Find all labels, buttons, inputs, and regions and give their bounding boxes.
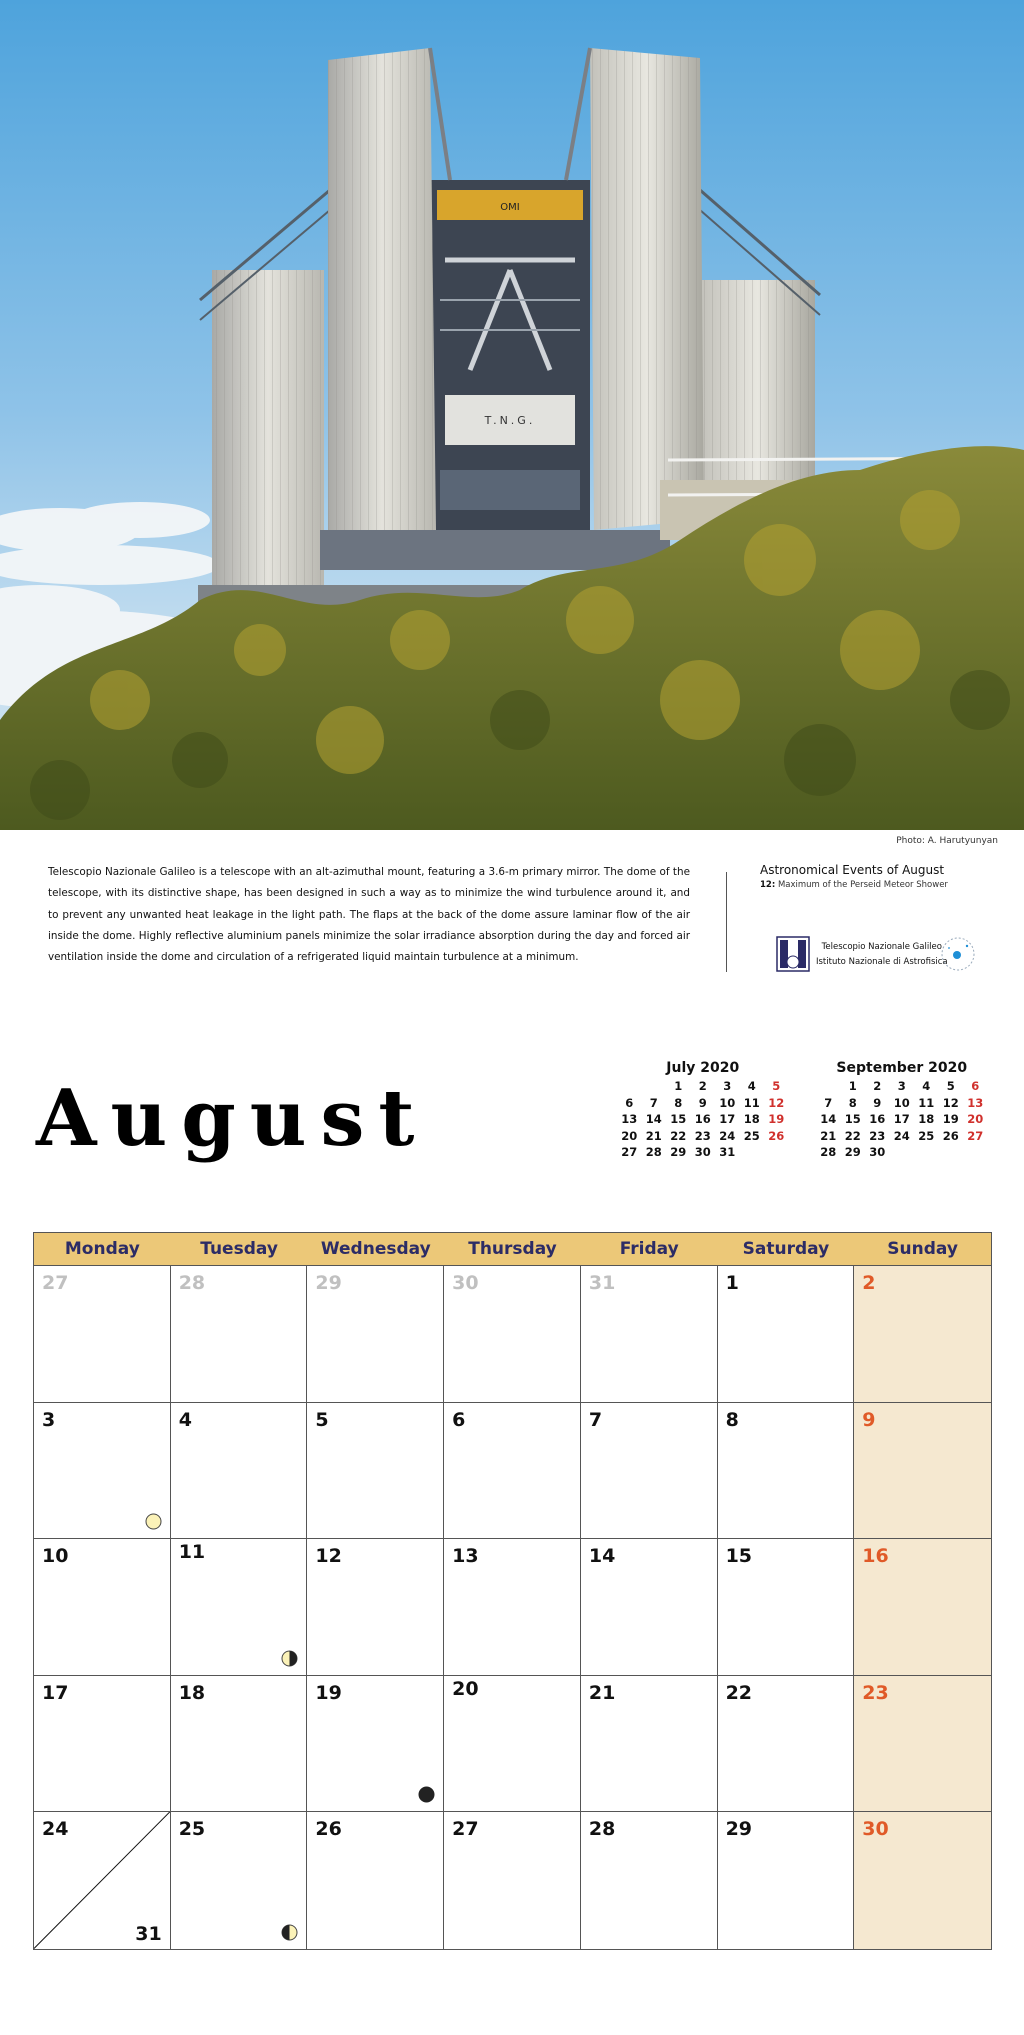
omi-label: OMI xyxy=(500,202,520,213)
mini-calendar-september xyxy=(816,1060,988,1161)
mini-calendar-day: 8 xyxy=(674,1095,683,1110)
new-moon-icon xyxy=(418,1786,435,1803)
day-number: 30 xyxy=(862,1818,889,1840)
calendar-day-cell[interactable] xyxy=(581,1266,718,1403)
day-number: 30 xyxy=(452,1272,479,1294)
day-number: 10 xyxy=(42,1545,69,1567)
mini-calendar-day: 1 xyxy=(848,1079,857,1093)
calendar-grid xyxy=(34,1266,991,1949)
divider xyxy=(726,872,727,972)
mini-calendar-day: 6 xyxy=(625,1095,634,1110)
calendar-day-cell[interactable] xyxy=(307,1403,444,1540)
tng-name: Telescopio Nazionale Galileo xyxy=(821,942,942,952)
day-number: 25 xyxy=(178,1818,206,1840)
day-number: 15 xyxy=(725,1545,753,1567)
calendar-day-cell[interactable] xyxy=(854,1676,991,1813)
calendar-day-cell[interactable] xyxy=(307,1676,444,1813)
day-number: 9 xyxy=(862,1408,876,1431)
astronomical-events xyxy=(760,863,1010,890)
mini-calendar-day xyxy=(939,1144,964,1161)
mini-calendar-day: 6 xyxy=(971,1079,980,1093)
day-number: 27 xyxy=(42,1272,69,1294)
mini-calendar-day: 11 xyxy=(743,1095,760,1110)
mini-calendar-day: 16 xyxy=(694,1112,711,1126)
mini-calendar-july xyxy=(617,1060,789,1161)
calendar-day-cell[interactable] xyxy=(34,1676,171,1813)
mini-calendar-day: 24 xyxy=(893,1128,910,1143)
calendar-day-cell[interactable] xyxy=(444,1539,581,1676)
mini-calendar-day: 23 xyxy=(869,1128,886,1143)
mini-calendar-day: 20 xyxy=(967,1112,984,1126)
weekday-tuesday: Tuesday xyxy=(200,1239,278,1259)
day-number: 16 xyxy=(862,1545,889,1567)
calendar-day-cell[interactable] xyxy=(854,1403,991,1540)
mini-calendar-grid xyxy=(617,1078,789,1161)
day-number: 29 xyxy=(315,1272,342,1294)
mini-calendar-day: 2 xyxy=(698,1079,707,1093)
mini-calendar-day: 22 xyxy=(670,1128,687,1143)
calendar-day-cell[interactable] xyxy=(718,1403,855,1540)
mini-calendar-day: 20 xyxy=(621,1128,638,1143)
day-number: 7 xyxy=(588,1408,603,1431)
mini-calendar-day: 3 xyxy=(723,1079,732,1093)
mini-calendar-day: 11 xyxy=(918,1095,935,1110)
calendar-day-cell[interactable] xyxy=(444,1403,581,1540)
events-title: Astronomical Events of August xyxy=(760,863,945,877)
mini-calendar-day: 1 xyxy=(674,1079,683,1093)
calendar-day-cell[interactable] xyxy=(307,1812,444,1949)
weekday-header xyxy=(34,1233,991,1266)
day-number-secondary: 31 xyxy=(135,1922,162,1945)
mini-calendar-day xyxy=(914,1144,939,1161)
mini-calendar-day: 31 xyxy=(719,1145,736,1159)
calendar-day-cell[interactable] xyxy=(581,1676,718,1813)
mini-calendar-day: 9 xyxy=(698,1095,707,1110)
mini-calendar-day: 24 xyxy=(719,1128,736,1143)
mini-calendar-day: 16 xyxy=(869,1112,886,1126)
day-number: 2 xyxy=(862,1272,876,1294)
day-number: 29 xyxy=(725,1818,753,1840)
mini-calendar-day xyxy=(642,1078,667,1095)
mini-calendar-day xyxy=(617,1078,642,1095)
mini-calendar-day: 27 xyxy=(621,1145,638,1159)
tng-logo-icon xyxy=(776,936,810,972)
mini-calendar-day: 30 xyxy=(869,1145,886,1159)
day-number: 27 xyxy=(452,1818,479,1840)
calendar-day-cell[interactable] xyxy=(444,1812,581,1949)
mini-calendar-day: 7 xyxy=(824,1095,833,1110)
calendar-day-cell[interactable] xyxy=(171,1812,308,1949)
first-quarter-icon xyxy=(281,1924,298,1941)
calendar-day-cell[interactable] xyxy=(171,1676,308,1813)
mini-calendar-day: 5 xyxy=(946,1079,955,1093)
mini-calendar-day: 9 xyxy=(873,1095,882,1110)
day-number: 11 xyxy=(178,1541,206,1563)
day-number: 28 xyxy=(178,1272,206,1294)
calendar-day-cell[interactable] xyxy=(34,1403,171,1540)
mini-calendar-day: 30 xyxy=(694,1145,711,1159)
logo-text xyxy=(816,940,948,970)
mini-calendar-day: 10 xyxy=(719,1095,736,1110)
calendar-day-cell[interactable] xyxy=(854,1266,991,1403)
mini-calendar-day: 8 xyxy=(848,1095,857,1110)
mini-calendar-day: 2 xyxy=(873,1079,882,1093)
mini-calendar-day: 28 xyxy=(820,1145,837,1159)
mini-calendar-day: 10 xyxy=(893,1095,910,1110)
day-number: 4 xyxy=(178,1408,192,1431)
mini-calendar-day xyxy=(740,1144,765,1161)
day-number: 18 xyxy=(178,1681,206,1704)
mini-calendar-title: July 2020 xyxy=(666,1060,740,1076)
calendar-day-cell[interactable] xyxy=(718,1676,855,1813)
calendar-day-cell[interactable] xyxy=(34,1266,171,1403)
day-number: 5 xyxy=(315,1408,329,1431)
month-calendar xyxy=(33,1232,992,1950)
mini-calendar-day: 22 xyxy=(844,1128,861,1143)
last-quarter-icon xyxy=(281,1650,298,1667)
day-number: 13 xyxy=(452,1545,479,1567)
calendar-day-cell[interactable] xyxy=(581,1539,718,1676)
calendar-day-cell[interactable] xyxy=(34,1539,171,1676)
mini-calendar-day: 26 xyxy=(768,1128,785,1143)
mini-calendar-day: 17 xyxy=(719,1112,736,1126)
calendar-day-cell[interactable] xyxy=(307,1539,444,1676)
mini-calendar-day: 14 xyxy=(645,1112,662,1126)
mini-calendar-day: 29 xyxy=(844,1145,861,1159)
mini-calendar-day xyxy=(816,1078,841,1095)
calendar-day-cell[interactable] xyxy=(718,1812,855,1949)
day-number: 24 xyxy=(42,1818,69,1840)
mini-calendar-day: 13 xyxy=(967,1095,984,1110)
day-number: 1 xyxy=(725,1272,739,1294)
weekday-sunday: Sunday xyxy=(887,1239,958,1259)
mini-calendar-day: 15 xyxy=(844,1112,861,1126)
mini-calendar-day: 25 xyxy=(743,1128,760,1143)
day-number: 6 xyxy=(452,1408,466,1431)
day-number: 31 xyxy=(588,1272,616,1294)
mini-calendar-day: 21 xyxy=(645,1128,662,1143)
mini-calendar-day: 18 xyxy=(743,1112,760,1126)
weekday-friday: Friday xyxy=(619,1239,679,1259)
calendar-day-cell[interactable] xyxy=(171,1266,308,1403)
day-number: 12 xyxy=(315,1545,342,1567)
mini-calendar-day: 12 xyxy=(942,1095,959,1110)
calendar-day-cell[interactable] xyxy=(171,1403,308,1540)
telescope-photo xyxy=(0,0,1024,830)
mini-calendar-day: 23 xyxy=(694,1128,711,1143)
mini-calendar-title: September 2020 xyxy=(836,1060,968,1076)
day-number: 22 xyxy=(725,1681,753,1704)
calendar-day-cell[interactable] xyxy=(854,1812,991,1949)
mini-calendar-day: 7 xyxy=(649,1095,658,1110)
mini-calendar-day: 26 xyxy=(942,1128,959,1143)
calendar-day-cell[interactable] xyxy=(34,1812,171,1949)
inaf-name: Istituto Nazionale di Astrofisica xyxy=(816,957,948,967)
mini-calendar-day: 3 xyxy=(897,1079,906,1093)
full-moon-icon xyxy=(145,1513,162,1530)
mini-calendar-day: 13 xyxy=(621,1112,638,1126)
calendar-day-cell[interactable] xyxy=(854,1539,991,1676)
inaf-logo-icon xyxy=(940,936,976,972)
day-number: 17 xyxy=(42,1681,69,1704)
day-number: 26 xyxy=(315,1818,342,1840)
calendar-day-cell[interactable] xyxy=(171,1539,308,1676)
tng-label: T.N.G. xyxy=(484,414,536,427)
mini-calendar-day: 17 xyxy=(893,1112,910,1126)
mini-calendar-day: 4 xyxy=(747,1079,756,1093)
day-number: 14 xyxy=(588,1545,616,1567)
day-number: 28 xyxy=(588,1818,616,1840)
mini-calendar-day: 29 xyxy=(670,1145,687,1159)
mini-calendar-day: 25 xyxy=(918,1128,935,1143)
mini-calendar-day: 19 xyxy=(942,1112,959,1126)
event-item xyxy=(760,880,1010,890)
calendar-day-cell[interactable] xyxy=(581,1812,718,1949)
calendar-day-cell[interactable] xyxy=(718,1266,855,1403)
day-number: 3 xyxy=(42,1408,56,1431)
mini-calendar-day: 18 xyxy=(918,1112,935,1126)
day-number: 20 xyxy=(452,1677,479,1700)
mini-calendar-day: 28 xyxy=(645,1145,662,1159)
mini-calendar-day: 19 xyxy=(768,1112,785,1126)
mini-calendar-day: 5 xyxy=(772,1079,781,1093)
mini-calendar-day: 27 xyxy=(967,1128,984,1143)
photo-credit: Photo: A. Harutyunyan xyxy=(896,836,998,846)
day-number: 23 xyxy=(862,1681,889,1704)
mini-calendar-day: 15 xyxy=(670,1112,687,1126)
weekday-monday: Monday xyxy=(64,1239,140,1259)
mini-calendar-day: 14 xyxy=(820,1112,837,1126)
event-text: Maximum of the Perseid Meteor Shower xyxy=(777,880,948,890)
telescope-description: Telescopio Nazionale Galileo is a telescope with an alt-azimuthal mount, featuring a 3.6-m primary mirror. The dome of the telescope, with its distinctive shape, has been designed in such a way as to minimize the wind turbulence around it, and to prevent any unwanted heat leakage in the light path. The flaps at the back of the dome assure laminar flow of the air inside the dome. Highly reflective aluminium panels minimize the solar irradiance absorption during the day and forced air ventilation inside the dome and circulation of a refrigerated liquid maintain turbulence at a minimum. xyxy=(48,866,690,964)
calendar-day-cell[interactable] xyxy=(718,1539,855,1676)
weekday-saturday: Saturday xyxy=(742,1239,830,1259)
event-day: 12: xyxy=(760,880,776,890)
day-number: 19 xyxy=(315,1681,342,1704)
mini-calendar-day xyxy=(890,1144,915,1161)
mini-calendar-day xyxy=(963,1144,988,1161)
mini-calendar-day xyxy=(764,1144,789,1161)
calendar-day-cell[interactable] xyxy=(444,1676,581,1813)
calendar-day-cell[interactable] xyxy=(444,1266,581,1403)
mini-calendar-day: 12 xyxy=(768,1095,785,1110)
calendar-day-cell[interactable] xyxy=(581,1403,718,1540)
weekday-wednesday: Wednesday xyxy=(320,1239,431,1259)
day-number: 8 xyxy=(725,1408,739,1431)
mini-calendar-day: 21 xyxy=(820,1128,837,1143)
calendar-day-cell[interactable] xyxy=(307,1266,444,1403)
mini-calendar-day: 4 xyxy=(922,1079,931,1093)
month-title: August xyxy=(36,1073,429,1164)
day-number: 21 xyxy=(588,1681,616,1704)
mini-calendar-grid xyxy=(816,1078,988,1161)
weekday-thursday: Thursday xyxy=(468,1239,557,1259)
